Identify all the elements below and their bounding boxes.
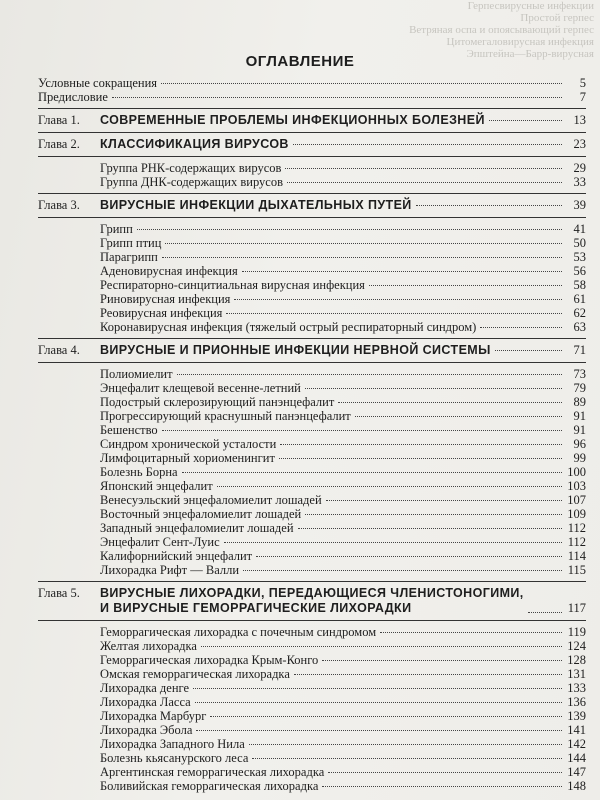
chapter-title: ВИРУСНЫЕ ИНФЕКЦИИ ДЫХАТЕЛЬНЫХ ПУТЕЙ xyxy=(100,198,412,212)
toc-entry-page: 148 xyxy=(567,779,586,793)
toc-entry xyxy=(38,437,586,451)
dot-leader xyxy=(182,472,562,473)
chapter-label: Глава 1. xyxy=(38,113,80,127)
dot-leader xyxy=(224,542,562,543)
dot-leader xyxy=(162,257,562,258)
toc-entry-text: Прогрессирующий краснушный панэнцефалит xyxy=(100,409,351,423)
toc-entry xyxy=(38,653,586,667)
chapter-title: КЛАССИФИКАЦИЯ ВИРУСОВ xyxy=(100,137,289,151)
dot-leader xyxy=(293,144,562,145)
toc-entry-text: Лихорадка денге xyxy=(100,681,190,695)
chapter-label: Глава 5. xyxy=(38,586,80,600)
toc-entry-text: Грипп птиц xyxy=(100,236,162,250)
bleed-line: Простой герпес xyxy=(520,12,594,24)
toc-entry-page: 61 xyxy=(573,292,586,306)
toc-entry xyxy=(38,667,586,681)
toc-entry xyxy=(38,292,586,306)
toc-entry-page: 128 xyxy=(567,653,586,667)
chapter-page: 39 xyxy=(573,198,586,212)
dot-leader xyxy=(285,168,562,169)
chapter-title-block xyxy=(100,586,524,616)
toc-entry xyxy=(38,723,586,737)
toc-entry-text: Западный энцефаломиелит лошадей xyxy=(100,521,294,535)
toc-entry xyxy=(38,236,586,250)
toc-entry xyxy=(38,465,586,479)
toc-entry xyxy=(38,306,586,320)
dot-leader xyxy=(165,243,562,244)
toc-entry xyxy=(38,222,586,236)
toc-entry-page: 96 xyxy=(573,437,586,451)
toc-entry-page: 50 xyxy=(573,236,586,250)
chapter-page: 117 xyxy=(567,601,586,615)
dot-leader xyxy=(322,660,562,661)
toc-entry xyxy=(38,751,586,765)
toc-entry-text: Болезнь Борна xyxy=(100,465,178,479)
dot-leader xyxy=(305,514,562,515)
bleed-line: Герпесвирусные инфекции xyxy=(467,0,594,12)
toc-entry-page: 5 xyxy=(579,76,586,90)
toc-entry-page: 62 xyxy=(573,306,586,320)
toc-entry-text: Грипп xyxy=(100,222,133,236)
chapter-page: 13 xyxy=(573,113,586,127)
toc-entry-page: 29 xyxy=(573,161,586,175)
section-divider xyxy=(38,132,586,133)
dot-leader xyxy=(322,786,562,787)
chapter-label: Глава 3. xyxy=(38,198,80,212)
dot-leader xyxy=(162,430,562,431)
toc-entry-text: Реовирусная инфекция xyxy=(100,306,223,320)
toc-entry-text: Желтая лихорадка xyxy=(100,639,197,653)
toc-entry-text: Респираторно-синцитиальная вирусная инфекция xyxy=(100,278,365,292)
toc-entry-text: Боливийская геморрагическая лихорадка xyxy=(100,779,319,793)
chapter-title: ВИРУСНЫЕ И ПРИОННЫЕ ИНФЕКЦИИ НЕРВНОЙ СИСТЕМЫ xyxy=(100,343,491,357)
toc-entry-text: Болезнь кьясанурского леса xyxy=(100,751,249,765)
toc-entry xyxy=(38,681,586,695)
toc-entry-page: 103 xyxy=(567,479,586,493)
dot-leader xyxy=(256,556,562,557)
dot-leader xyxy=(226,313,562,314)
toc-entry-page: 141 xyxy=(567,723,586,737)
chapter-label: Глава 4. xyxy=(38,343,80,357)
toc-entry xyxy=(38,367,586,381)
toc-entry xyxy=(38,76,586,90)
dot-leader xyxy=(242,271,562,272)
dot-leader xyxy=(193,688,562,689)
chapter-label: Глава 2. xyxy=(38,137,80,151)
dot-leader xyxy=(280,444,562,445)
toc-entry xyxy=(38,737,586,751)
toc-entry-text: Калифорнийский энцефалит xyxy=(100,549,253,563)
dot-leader xyxy=(326,500,562,501)
toc-entry xyxy=(38,479,586,493)
toc-entry xyxy=(38,451,586,465)
chapter-heading xyxy=(38,198,586,213)
toc-entry xyxy=(38,175,586,189)
section-divider xyxy=(38,217,586,218)
dot-leader xyxy=(196,730,562,731)
page-title: ОГЛАВЛЕНИЕ xyxy=(245,53,355,70)
toc-entry-page: 58 xyxy=(573,278,586,292)
toc-entry xyxy=(38,423,586,437)
dot-leader xyxy=(195,702,562,703)
toc-entry-page: 112 xyxy=(567,535,586,549)
toc-entry-page: 73 xyxy=(573,367,586,381)
toc-entry-text: Венесуэльский энцефаломиелит лошадей xyxy=(100,493,322,507)
dot-leader xyxy=(234,299,562,300)
toc-entry xyxy=(38,264,586,278)
dot-leader xyxy=(355,416,562,417)
dot-leader xyxy=(217,486,562,487)
dot-leader xyxy=(528,612,562,613)
toc-entry-text: Лихорадка Западного Нила xyxy=(100,737,245,751)
toc-entry-page: 112 xyxy=(567,521,586,535)
toc-entry xyxy=(38,625,586,639)
dot-leader xyxy=(328,772,562,773)
toc-entry-page: 131 xyxy=(567,667,586,681)
toc-entry-text: Подострый склерозирующий панэнцефалит xyxy=(100,395,335,409)
dot-leader xyxy=(338,402,562,403)
toc-entry-page: 89 xyxy=(573,395,586,409)
toc-entry xyxy=(38,639,586,653)
toc-entry-text: Группа ДНК-содержащих вирусов xyxy=(100,175,283,189)
bleed-line: Эпштейна—Барр-вирусная xyxy=(466,48,594,60)
toc-entry xyxy=(38,535,586,549)
dot-leader xyxy=(489,120,562,121)
toc-entry-page: 107 xyxy=(567,493,586,507)
table-of-contents xyxy=(38,76,586,793)
toc-entry-page: 124 xyxy=(567,639,586,653)
chapter-title: СОВРЕМЕННЫЕ ПРОБЛЕМЫ ИНФЕКЦИОННЫХ БОЛЕЗНЕЙ xyxy=(100,113,485,127)
chapter-title: ВИРУСНЫЕ ЛИХОРАДКИ, ПЕРЕДАЮЩИЕСЯ ЧЛЕНИСТОНОГИМИ, xyxy=(100,586,524,600)
toc-entry xyxy=(38,493,586,507)
toc-entry-text: Лихорадка Марбург xyxy=(100,709,207,723)
dot-leader xyxy=(201,646,562,647)
toc-entry xyxy=(38,695,586,709)
toc-entry-page: 147 xyxy=(567,765,586,779)
toc-entry-text: Бешенство xyxy=(100,423,158,437)
toc-entry-page: 53 xyxy=(573,250,586,264)
toc-entry-text: Геморрагическая лихорадка с почечным синдромом xyxy=(100,625,377,639)
toc-entry-text: Восточный энцефаломиелит лошадей xyxy=(100,507,302,521)
toc-entry-text: Полиомиелит xyxy=(100,367,173,381)
dot-leader xyxy=(369,285,562,286)
toc-entry xyxy=(38,161,586,175)
toc-entry-text: Энцефалит Сент-Луис xyxy=(100,535,220,549)
toc-entry-page: 91 xyxy=(573,423,586,437)
toc-entry xyxy=(38,521,586,535)
toc-entry-page: 136 xyxy=(567,695,586,709)
toc-entry-page: 56 xyxy=(573,264,586,278)
toc-entry-page: 100 xyxy=(567,465,586,479)
toc-entry xyxy=(38,395,586,409)
chapter-title-line-2: И ВИРУСНЫЕ ГЕМОРРАГИЧЕСКИЕ ЛИХОРАДКИ xyxy=(100,601,412,615)
toc-entry xyxy=(38,507,586,521)
dot-leader xyxy=(380,632,562,633)
toc-entry-text: Риновирусная инфекция xyxy=(100,292,231,306)
dot-leader xyxy=(210,716,562,717)
toc-entry xyxy=(38,320,586,334)
toc-entry-text: Группа РНК-содержащих вирусов xyxy=(100,161,282,175)
chapter-heading xyxy=(38,137,586,152)
dot-leader xyxy=(495,350,562,351)
dot-leader xyxy=(287,182,562,183)
toc-entry-text: Омская геморрагическая лихорадка xyxy=(100,667,290,681)
toc-entry-text: Лихорадка Рифт — Валли xyxy=(100,563,240,577)
toc-entry-page: 79 xyxy=(573,381,586,395)
toc-entry xyxy=(38,563,586,577)
section-divider xyxy=(38,193,586,194)
section-divider xyxy=(38,108,586,109)
toc-entry-text: Лихорадка Ласса xyxy=(100,695,191,709)
dot-leader xyxy=(480,327,562,328)
chapter-page: 23 xyxy=(573,137,586,151)
toc-entry-text: Лимфоцитарный хориоменингит xyxy=(100,451,275,465)
toc-entry xyxy=(38,765,586,779)
section-divider xyxy=(38,581,586,582)
toc-entry-page: 7 xyxy=(579,90,586,104)
dot-leader xyxy=(305,388,562,389)
bleed-line: Ветряная оспа и опоясывающий герпес xyxy=(409,24,594,36)
toc-entry-page: 114 xyxy=(567,549,586,563)
dot-leader xyxy=(279,458,562,459)
toc-entry xyxy=(38,250,586,264)
toc-entry xyxy=(38,779,586,793)
dot-leader xyxy=(137,229,562,230)
toc-entry xyxy=(38,278,586,292)
toc-entry-text: Аденовирусная инфекция xyxy=(100,264,238,278)
toc-entry-text: Лихорадка Эбола xyxy=(100,723,193,737)
toc-entry-page: 142 xyxy=(567,737,586,751)
toc-entry-text: Энцефалит клещевой весенне-летний xyxy=(100,381,301,395)
section-divider xyxy=(38,620,586,621)
toc-entry xyxy=(38,549,586,563)
section-divider xyxy=(38,362,586,363)
dot-leader xyxy=(243,570,562,571)
dot-leader xyxy=(294,674,562,675)
section-divider xyxy=(38,156,586,157)
dot-leader xyxy=(298,528,562,529)
toc-entry-page: 133 xyxy=(567,681,586,695)
bleed-through-text xyxy=(354,0,600,60)
section-divider xyxy=(38,338,586,339)
toc-entry-page: 144 xyxy=(567,751,586,765)
toc-entry-text: Предисловие xyxy=(38,90,108,104)
chapter-heading xyxy=(38,113,586,128)
dot-leader xyxy=(252,758,562,759)
toc-entry-page: 139 xyxy=(567,709,586,723)
toc-entry xyxy=(38,409,586,423)
toc-entry-text: Синдром хронической усталости xyxy=(100,437,277,451)
toc-entry-text: Коронавирусная инфекция (тяжелый острый респираторный синдром) xyxy=(100,320,477,334)
toc-entry-page: 115 xyxy=(567,563,586,577)
toc-entry xyxy=(38,381,586,395)
dot-leader xyxy=(161,83,562,84)
dot-leader xyxy=(416,205,562,206)
chapter-page: 71 xyxy=(573,343,586,357)
toc-entry-text: Японский энцефалит xyxy=(100,479,213,493)
toc-entry-page: 63 xyxy=(573,320,586,334)
toc-entry-text: Условные сокращения xyxy=(38,76,158,90)
toc-entry-page: 119 xyxy=(567,625,586,639)
toc-entry-page: 41 xyxy=(573,222,586,236)
dot-leader xyxy=(249,744,562,745)
toc-entry-text: Парагрипп xyxy=(100,250,158,264)
dot-leader xyxy=(177,374,562,375)
dot-leader xyxy=(112,97,562,98)
toc-entry-text: Геморрагическая лихорадка Крым-Конго xyxy=(100,653,319,667)
toc-entry-page: 33 xyxy=(573,175,586,189)
chapter-heading xyxy=(38,343,586,358)
toc-entry-page: 91 xyxy=(573,409,586,423)
toc-entry-text: Аргентинская геморрагическая лихорадка xyxy=(100,765,325,779)
toc-entry-page: 99 xyxy=(573,451,586,465)
toc-entry-page: 109 xyxy=(567,507,586,521)
chapter-heading xyxy=(38,586,586,616)
bleed-line: Цитомегаловирусная инфекция xyxy=(446,36,594,48)
toc-entry xyxy=(38,90,586,104)
toc-entry xyxy=(38,709,586,723)
